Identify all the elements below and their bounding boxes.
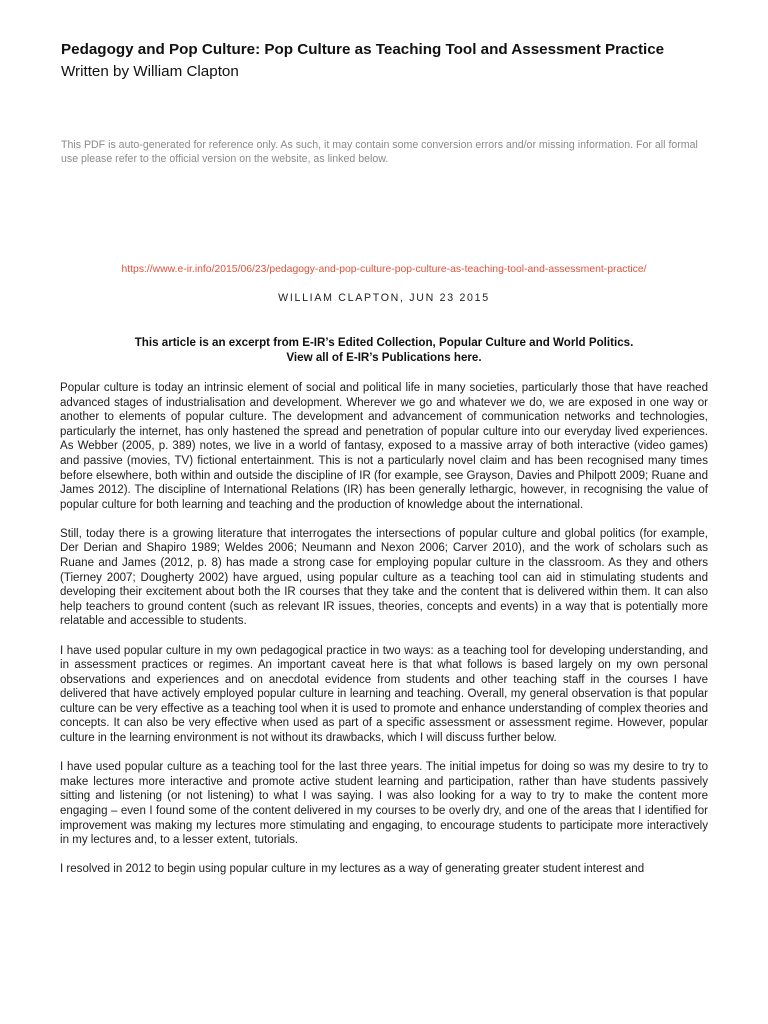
author-byline: Written by William Clapton — [61, 63, 239, 80]
author-date-line: WILLIAM CLAPTON, JUN 23 2015 — [278, 292, 490, 304]
pdf-disclaimer: This PDF is auto-generated for reference only. As such, it may contain some conversion errors and/or missing information. For all formal use please refer to the official version on the website, as linked below. — [61, 139, 698, 165]
excerpt-notice — [60, 336, 708, 365]
excerpt-line-publications[interactable]: View all of E-IR’s Publications here. — [286, 350, 482, 364]
body-paragraph: I have used popular culture in my own pedagogical practice in two ways: as a teaching tool for developing understanding, and in assessment practices or regimes. An important caveat here is that what follows is based largely on my own personal observations and experiences and on anecdotal evidence from students and other teaching staff in the courses I have delivered that have actively employed popular culture in learning and teaching. Overall, my general observation is that popular culture can be very effective as a teaching tool when it is used to promote and enhance understanding of complex theories and concepts. It can also be very effective when used as part of a specific assessment or assessment regime. However, popular culture in the learning environment is not without its drawbacks, which I will discuss further below. — [60, 644, 708, 745]
source-url-link[interactable]: https://www.e-ir.info/2015/06/23/pedagogy-and-pop-culture-pop-culture-as-teaching-tool-and-assessment-practice/ — [121, 264, 647, 275]
excerpt-line-collection[interactable]: This article is an excerpt from E-IR’s Edited Collection, Popular Culture and World Politics. — [134, 336, 634, 349]
body-paragraph: Still, today there is a growing literature that interrogates the intersections of popular culture and global politics (for example, Der Derian and Shapiro 1989; Weldes 2006; Neumann and Nexon 2006; Carver 2010), and the work of scholars such as Ruane and James (2012, p. 8) has made a strong case for employing popular culture in the classroom. As they and others (Tierney 2007; Dougherty 2002) have argued, using popular culture as a teaching tool can aid in stimulating students and developing their excitement about both the IR courses that they take and the content that is delivered within them. It can also help teachers to ground content (such as relevant IR issues, theories, concepts and events) in a way that is potentially more relatable and accessible to students. — [60, 527, 708, 628]
body-paragraph: I have used popular culture as a teaching tool for the last three years. The initial impetus for doing so was my desire to try to make lectures more interactive and promote active student learning and participation, rather than have students passively sitting and listening (or not listening) to what I was saying. I was also looking for a way to try to make the content more engaging – even I found some of the content delivered in my courses to be overly dry, and one of the areas that I identified for improvement was making my lectures more stimulating and engaging, to encourage students to participate more interactively in my lectures and, to a lesser extent, tutorials. — [60, 761, 708, 847]
article-body — [60, 381, 708, 891]
body-paragraph: Popular culture is today an intrinsic element of social and political life in many societies, particularly those that have reached advanced stages of industrialisation and development. Wherever we go and whatever we do, we are exposed in one way or another to elements of popular culture. The development and advancement of communication networks and technologies, particularly the internet, has only hastened the spread and penetration of popular culture into our everyday lived experiences. As Webber (2005, p. 389) notes, we live in a world of fantasy, exposed to a massive array of both interactive (video games) and passive (movies, TV) fictional entertainment. This is not a particularly novel claim and has been recognised many times before elsewhere, both within and outside the discipline of IR (for example, see Grayson, Davies and Philpott 2009; Ruane and James 2012). The discipline of International Relations (IR) has been generally lethargic, however, in recognising the value of popular culture for both learning and teaching and the production of knowledge about the international. — [60, 382, 708, 511]
body-paragraph: I resolved in 2012 to begin using popular culture in my lectures as a way of generating greater student interest and — [60, 863, 645, 876]
article-title: Pedagogy and Pop Culture: Pop Culture as Teaching Tool and Assessment Practice — [61, 41, 665, 58]
